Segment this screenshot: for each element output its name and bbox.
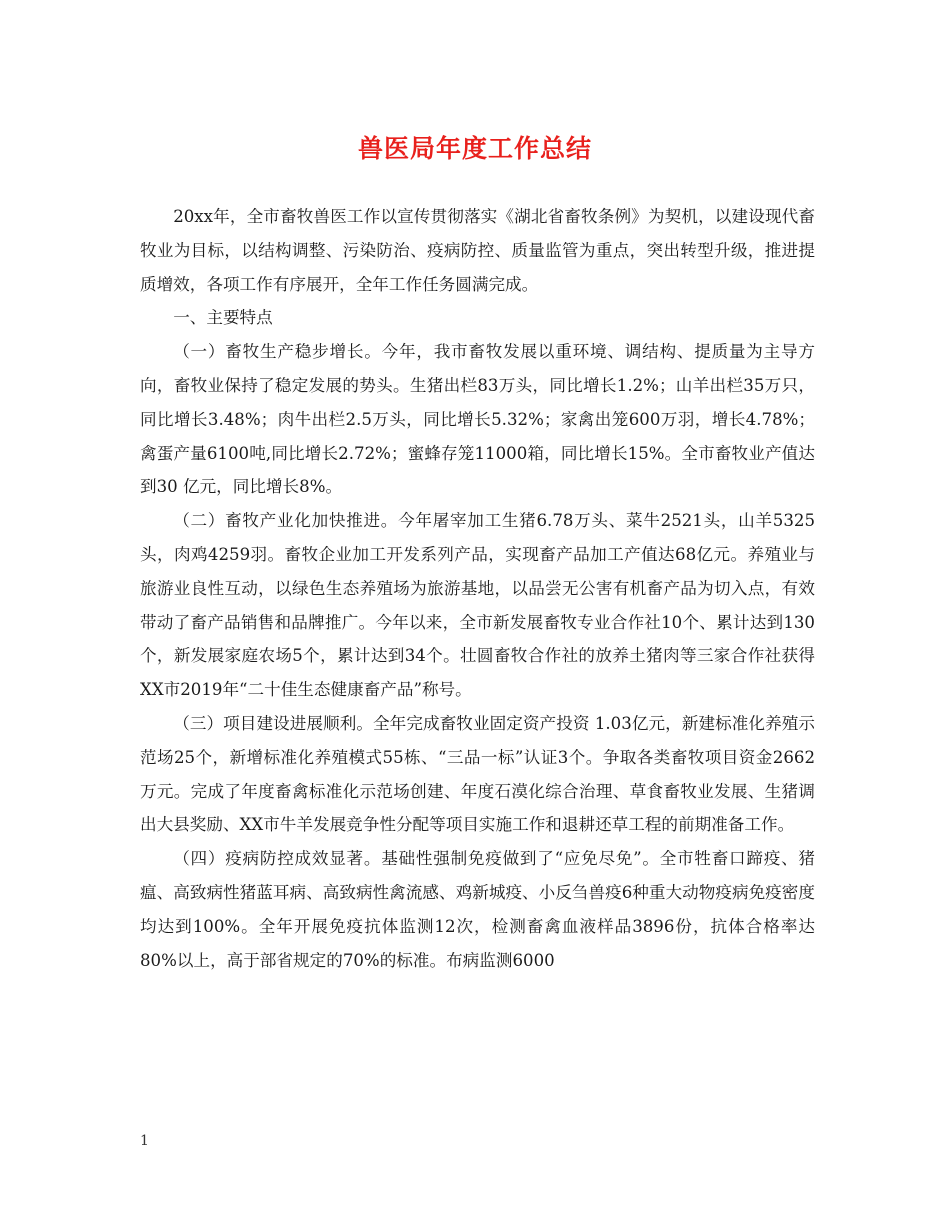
body-paragraph: （三）项目建设进展顺利。全年完成畜牧业固定资产投资 1.03亿元，新建标准化养殖示范场25个，新增标准化养殖模式55栋、“三品一标”认证3个。争取各类畜牧项目资金2662万元。完成了年度畜禽标准化示范场创建、年度石漠化综合治理、草食畜牧业发展、生猪调出大县奖励、XX市牛羊发展竞争性分配等项目实施工作和退耕还草工程的前期准备工作。 — [140, 713, 815, 835]
section-heading: 一、主要特点 — [173, 308, 273, 328]
document-body — [140, 200, 815, 977]
body-paragraph: （一）畜牧生产稳步增长。今年，我市畜牧发展以重环境、调结构、提质量为主导方向，畜牧业保持了稳定发展的势头。生猪出栏83万头，同比增长1.2%；山羊出栏35万只，同比增长3.48%；肉牛出栏2.5万头，同比增长5.32%；家禽出笼600万羽，增长4.78%；禽蛋产量6100吨,同比增长2.72%；蜜蜂存笼11000箱，同比增长15%。全市畜牧业产值达到30 亿元，同比增长8%。 — [140, 342, 815, 497]
page-number: 1 — [140, 1133, 149, 1149]
body-paragraph: （二）畜牧产业化加快推进。今年屠宰加工生猪6.78万头、菜牛2521头，山羊5325头，肉鸡4259羽。畜牧企业加工开发系列产品，实现畜产品加工产值达68亿元。养殖业与旅游业良性互动，以绿色生态养殖场为旅游基地，以品尝无公害有机畜产品为切入点，有效带动了畜产品销售和品牌推广。今年以来，全市新发展畜牧专业合作社10个、累计达到130个，新发展家庭农场5个，累计达到34个。壮圆畜牧合作社的放养土猪肉等三家合作社获得XX市2019年“二十佳生态健康畜产品”称号。 — [140, 511, 815, 700]
document-title: 兽医局年度工作总结 — [357, 134, 592, 163]
body-paragraph: （四）疫病防控成效显著。基础性强制免疫做到了“应免尽免”。全市牲畜口蹄疫、猪瘟、高致病性猪蓝耳病、高致病性禽流感、鸡新城疫、小反刍兽疫6种重大动物疫病免疫密度均达到100%。全年开展免疫抗体监测12次，检测畜禽血液样品3896份，抗体合格率达80%以上，高于部省规定的70%的标准。布病监测6000 — [140, 849, 815, 970]
intro-paragraph: 20xx年，全市畜牧兽医工作以宣传贯彻落实《湖北省畜牧条例》为契机，以建设现代畜牧业为目标，以结构调整、污染防治、疫病防控、质量监管为重点，突出转型升级，推进提质增效，各项工作有序展开，全年工作任务圆满完成。 — [140, 207, 815, 294]
